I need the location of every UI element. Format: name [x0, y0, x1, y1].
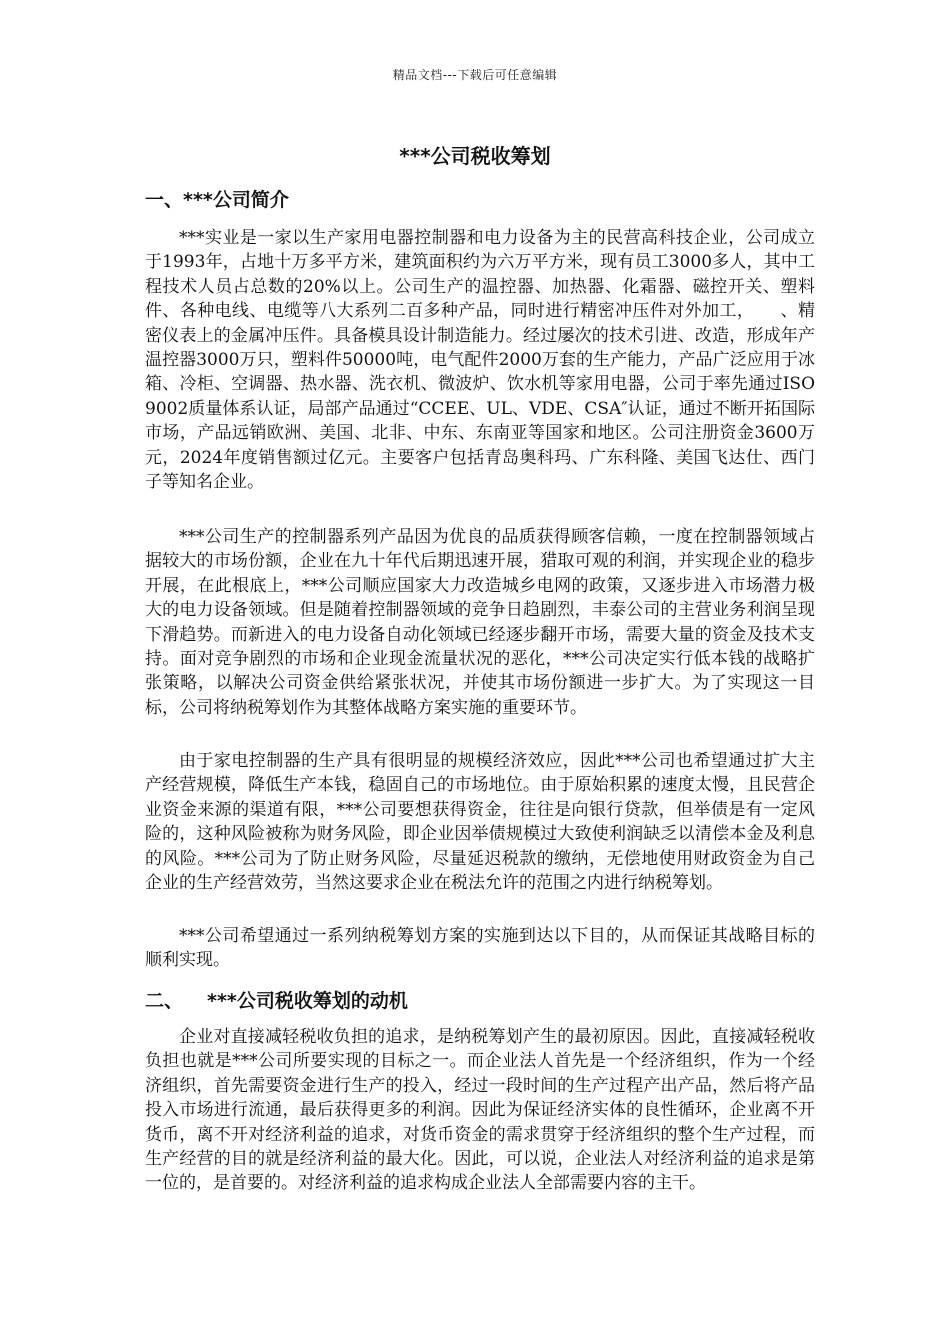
section-heading-2 [145, 986, 408, 1013]
section-title: ***公司税收筹划的动机 [207, 990, 408, 1012]
paragraph-planning-goals: ***公司希望通过一系列纳税筹划方案的实施到达以下目的，从而保证其战略目标的顺利实现。 [145, 926, 815, 971]
document-title: ***公司税收筹划 [399, 144, 551, 168]
section-heading-1 [145, 185, 289, 212]
paragraph-financing-risk: 由于家电控制器的生产具有很明显的规模经济效应，因此***公司也希望通过扩大主产经营规模，降低生产本钱，稳固自己的市场地位。由于原始积累的速度太慢，且民营企业资金来源的渠道有限，***公司要想获得资金，往往是向银行贷款，但举债是有一定风险的，这种风险被称为财务风险，即企业因举债规模过大致使利润缺乏以清偿本金及利息的风险。***公司为了防止财务风险，尽量延迟税款的缴纳，无偿地使用财政资金为自己企业的生产经营效劳，当然这要求企业在税法允许的范围之内进行纳税筹划。 [145, 751, 815, 894]
paragraph-planning-motivation: 企业对直接减轻税收负担的追求，是纳税筹划产生的最初原因。因此，直接减轻税收负担也就是***公司所要实现的目标之一。而企业法人首先是一个经济组织，作为一个经济组织，首先需要资金进行生产的投入，经过一段时间的生产过程产出产品，然后将产品投入市场进行流通，最后获得更多的利润。因此为保证经济实体的良性循环，企业离不开货币，离不开对经济利益的追求，对货币资金的需求贯穿于经济组织的整个生产过程，而生产经营的目的就是经济利益的最大化。因此，可以说，企业法人对经济利益的追求是第一位的，是首要的。对经济利益的追求构成企业法人全部需要内容的主干。 [145, 1027, 815, 1194]
page-header-note: 精品文档---下载后可任意编辑 [392, 68, 558, 82]
section-number: 二、 [145, 990, 184, 1012]
section-title: ***公司简介 [183, 189, 289, 211]
section-number: 一、 [145, 189, 184, 211]
paragraph-market-situation: ***公司生产的控制器系列产品因为优良的品质获得顾客信赖，一度在控制器领域占据较大的市场份额，企业在九十年代后期迅速开展，猎取可观的利润，并实现企业的稳步开展，在此根底上，***公司顺应国家大力改造城乡电网的政策，又逐步进入市场潜力极大的电力设备领域。但是随着控制器领域的竞争日趋剧烈，丰泰公司的主营业务利润呈现下滑趋势。而新进入的电力设备自动化领域已经逐步翻开市场，需要大量的资金及技术支持。面对竞争剧烈的市场和企业现金流量状况的恶化，***公司决定实行低本钱的战略扩张策略，以解决公司资金供给紧张状况，并使其市场份额进一步扩大。为了实现这一目标，公司将纳税筹划作为其整体战略方案实施的重要环节。 [145, 527, 815, 718]
paragraph-company-overview: ***实业是一家以生产家用电器控制器和电力设备为主的民营高科技企业，公司成立于1993年，占地十万多平方米，建筑面积约为六万平方米，现有员工3000多人，其中工程技术人员占总数的20%以上。公司生产的温控器、加热器、化霜器、磁控开关、塑料件、各种电线、电缆等八大系列二百多种产品，同时进行精密冲压件对外加工， 、精密仪表上的金属冲压件。具备模具设计制造能力。经过屡次的技术引进、改造，形成年产温控器3000万只，塑料件50000吨，电气配件2000万套的生产能力，产品广泛应用于冰箱、冷柜、空调器、热水器、洗衣机、微波炉、饮水机等家用电器，公司于率先通过ISO9002质量体系认证，局部产品通过“CCEE、UL、VDE、CSA″认证，通过不断开拓国际市场，产品远销欧洲、美国、北非、中东、东南亚等国家和地区。公司注册资金3600万元，2024年度销售额过亿元。主要客户包括青岛奥科玛、广东科隆、美国飞达仕、西门子等知名企业。 [145, 228, 815, 493]
